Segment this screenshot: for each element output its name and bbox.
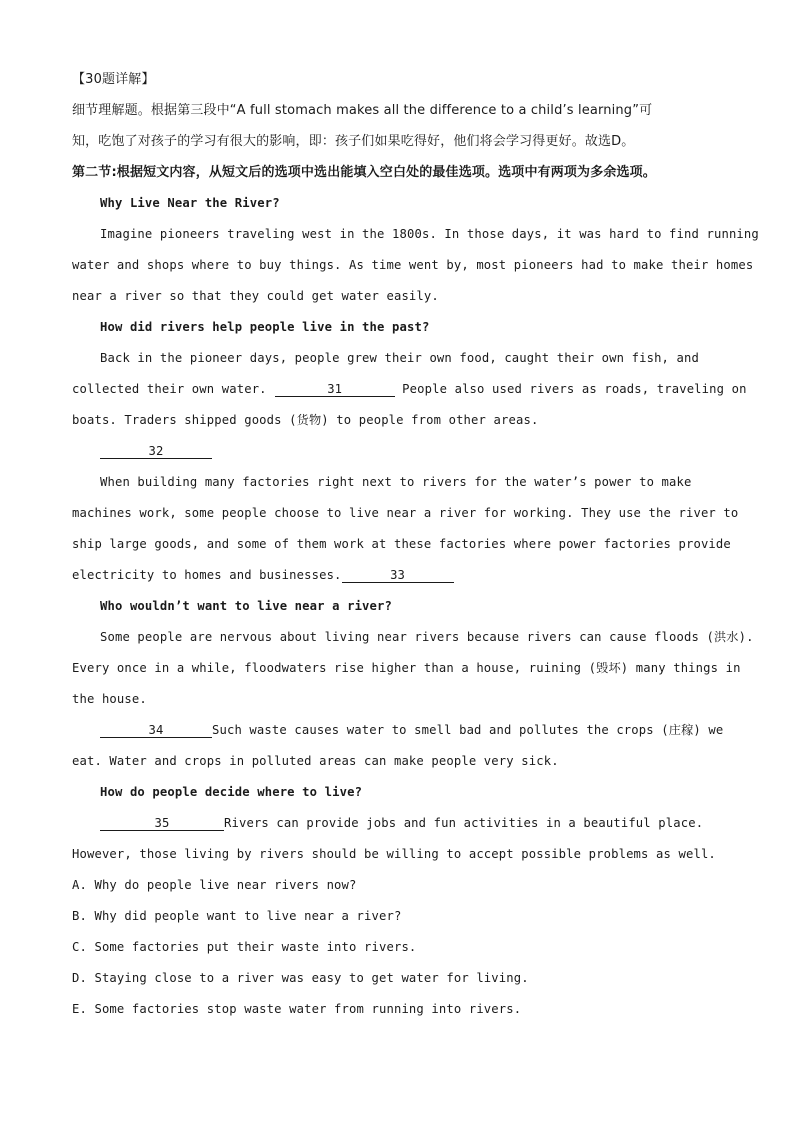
option-e: E. Some factories stop waste water from running into rivers. (72, 1002, 522, 1016)
paragraph-3-text: electricity to homes and businesses. (72, 568, 342, 582)
paragraph-6-line (72, 808, 722, 839)
paragraph-1-line: Imagine pioneers traveling west in the 1800s. In those days, it was hard to find running (100, 227, 759, 241)
blank-33[interactable] (342, 568, 454, 583)
paragraph-6-line: However, those living by rivers should be willing to accept possible problems as well. (72, 847, 716, 861)
document-page (72, 64, 759, 1025)
paragraph-2-line (72, 374, 747, 405)
blank-number: 35 (154, 816, 170, 830)
paragraph-6-text: Rivers can provide jobs and fun activities in a beautiful place. (224, 816, 704, 830)
blank-34[interactable] (100, 723, 212, 738)
paragraph-1-line: water and shops where to buy things. As time went by, most pioneers had to make their homes (72, 258, 754, 272)
subheading-past: How did rivers help people live in the past? (100, 320, 430, 334)
paragraph-2-text: People also used rivers as roads, traveling on (394, 382, 747, 396)
option-c: C. Some factories put their waste into rivers. (72, 940, 417, 954)
q30-explanation-line-1: 细节理解题。根据第三段中“A full stomach makes all the difference to a child’s learning”可 (72, 103, 653, 118)
q30-explanation-line-2: 知，吃饱了对孩子的学习有很大的影响，即：孩子们如果吃得好，他们将会学习得更好。故选D。 (72, 134, 635, 149)
paragraph-3-line (72, 560, 722, 591)
paragraph-3-line: machines work, some people choose to live near a river for working. They use the river to (72, 506, 739, 520)
paragraph-5-line: eat. Water and crops in polluted areas can make people very sick. (72, 754, 559, 768)
paragraph-4-line: the house. (72, 692, 147, 706)
paragraph-1-line: near a river so that they could get water easily. (72, 289, 439, 303)
subheading-decide: How do people decide where to live? (100, 785, 363, 799)
blank-31[interactable] (275, 382, 395, 397)
subheading-who-wouldnt: Who wouldn’t want to live near a river? (100, 599, 393, 613)
blank-number: 31 (327, 382, 343, 396)
q30-heading: 【30题详解】 (72, 72, 155, 87)
paragraph-4-line: Every once in a while, floodwaters rise higher than a house, ruining (毁坏) many things in (72, 661, 741, 675)
paragraph-3-line: When building many factories right next to rivers for the water’s power to make (100, 475, 692, 489)
paragraph-2-line: boats. Traders shipped goods (货物) to people from other areas. (72, 413, 539, 427)
blank-number: 32 (148, 444, 164, 458)
paragraph-2-line: Back in the pioneer days, people grew their own food, caught their own fish, and (100, 351, 699, 365)
paragraph-5-text: Such waste causes water to smell bad and pollutes the crops (庄稼) we (212, 723, 724, 737)
blank-32-line (72, 436, 722, 467)
paragraph-3-line: ship large goods, and some of them work at these factories where power factories provide (72, 537, 731, 551)
paragraph-4-line: Some people are nervous about living near rivers because rivers can cause floods (洪水). (100, 630, 754, 644)
blank-number: 34 (148, 723, 164, 737)
blank-35[interactable] (100, 816, 224, 831)
option-b: B. Why did people want to live near a river? (72, 909, 402, 923)
passage-title: Why Live Near the River? (100, 196, 280, 210)
section-2-instruction: 第二节:根据短文内容，从短文后的选项中选出能填入空白处的最佳选项。选项中有两项为多余选项。 (72, 165, 656, 180)
paragraph-2-text: collected their own water. (72, 382, 267, 396)
blank-number: 33 (390, 568, 406, 582)
option-a: A. Why do people live near rivers now? (72, 878, 357, 892)
blank-32[interactable] (100, 444, 212, 459)
option-d: D. Staying close to a river was easy to get water for living. (72, 971, 529, 985)
paragraph-5-line (72, 715, 722, 746)
